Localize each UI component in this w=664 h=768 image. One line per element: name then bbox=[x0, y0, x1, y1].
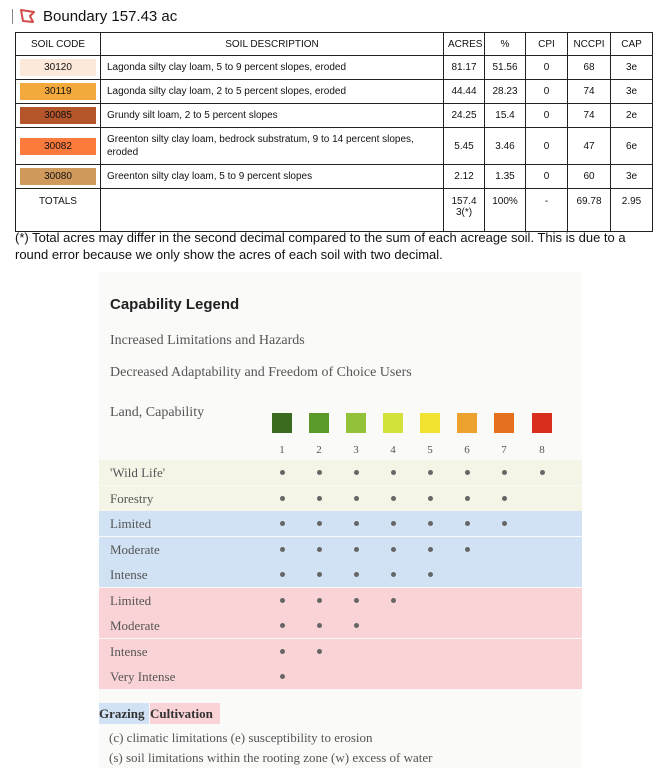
nccpi-cell: 60 bbox=[568, 165, 611, 189]
capability-dot bbox=[280, 572, 285, 577]
capability-dot bbox=[280, 598, 285, 603]
legend-adaptability-line: Decreased Adaptability and Freedom of Choice Users bbox=[110, 365, 412, 380]
column-header: % bbox=[485, 33, 526, 56]
totals-acres-line1: 157.4 bbox=[451, 196, 477, 207]
capability-dot bbox=[354, 598, 359, 603]
capability-class-swatch bbox=[420, 413, 440, 433]
capability-row bbox=[99, 460, 582, 485]
column-header: SOIL DESCRIPTION bbox=[101, 33, 444, 56]
column-header: CAP bbox=[611, 33, 653, 56]
soil-code-cell bbox=[16, 56, 101, 80]
soil-code: 30082 bbox=[20, 138, 96, 155]
capability-dot bbox=[317, 598, 322, 603]
capability-row-label: Limited bbox=[110, 592, 152, 608]
cpi-cell: 0 bbox=[526, 56, 568, 80]
capability-row-label: 'Wild Life' bbox=[110, 465, 166, 480]
capability-dot bbox=[280, 649, 285, 654]
cap-cell: 3e bbox=[611, 56, 653, 80]
totals-row bbox=[16, 189, 653, 232]
capability-dot bbox=[428, 470, 433, 475]
capability-dot bbox=[391, 496, 396, 501]
acres-cell: 2.12 bbox=[444, 165, 485, 189]
nccpi-cell: 74 bbox=[568, 80, 611, 104]
capability-dot bbox=[428, 547, 433, 552]
capability-dot bbox=[354, 496, 359, 501]
capability-class-swatch bbox=[457, 413, 477, 433]
capability-row bbox=[99, 664, 582, 689]
capability-class-number: 6 bbox=[464, 444, 470, 456]
acres-cell: 24.25 bbox=[444, 104, 485, 128]
capability-row-label: Intense bbox=[110, 643, 148, 659]
table-row bbox=[16, 56, 653, 80]
capability-dot bbox=[280, 470, 285, 475]
cpi-cell: 0 bbox=[526, 128, 568, 165]
capability-dot bbox=[317, 623, 322, 628]
legend-hazards-line: Increased Limitations and Hazards bbox=[110, 333, 305, 348]
capability-dot bbox=[354, 470, 359, 475]
soil-code: 30085 bbox=[20, 107, 96, 124]
cap-cell: 3e bbox=[611, 80, 653, 104]
nccpi-cell: 74 bbox=[568, 104, 611, 128]
capability-row bbox=[99, 537, 582, 562]
capability-row bbox=[99, 511, 582, 536]
soil-code-cell bbox=[16, 128, 101, 165]
totals-percent: 100% bbox=[485, 189, 526, 232]
table-row bbox=[16, 80, 653, 104]
capability-dot bbox=[428, 572, 433, 577]
capability-class-swatch bbox=[532, 413, 552, 433]
capability-dot bbox=[502, 496, 507, 501]
capability-dot bbox=[280, 496, 285, 501]
capability-dot bbox=[280, 674, 285, 679]
capability-class-number: 8 bbox=[539, 444, 545, 456]
percent-cell: 15.4 bbox=[485, 104, 526, 128]
capability-dot bbox=[354, 572, 359, 577]
soil-description: Lagonda silty clay loam, 2 to 5 percent slopes, eroded bbox=[101, 80, 444, 104]
soil-code: 30119 bbox=[20, 83, 96, 100]
capability-dot bbox=[391, 598, 396, 603]
capability-dot bbox=[465, 547, 470, 552]
capability-row bbox=[99, 639, 582, 664]
percent-cell: 1.35 bbox=[485, 165, 526, 189]
capability-dot bbox=[317, 649, 322, 654]
percent-cell: 51.56 bbox=[485, 56, 526, 80]
capability-dot bbox=[465, 521, 470, 526]
totals-empty-cell bbox=[101, 189, 444, 232]
rounding-note: (*) Total acres may differ in the second decimal compared to the sum of each acreage soil. This is due to a round error because we only show the acres of each soil with two decimal. bbox=[15, 230, 626, 262]
capability-row bbox=[99, 562, 582, 587]
boundary-header bbox=[12, 6, 177, 26]
totals-acres bbox=[444, 189, 485, 232]
cultivation-label: Cultivation bbox=[150, 703, 220, 724]
capability-dot bbox=[354, 623, 359, 628]
capability-legend bbox=[99, 272, 582, 768]
capability-dot bbox=[502, 470, 507, 475]
capability-row-label: Limited bbox=[110, 516, 152, 531]
table-row bbox=[16, 165, 653, 189]
cap-cell: 3e bbox=[611, 165, 653, 189]
acres-cell: 81.17 bbox=[444, 56, 485, 80]
totals-acres-line2: 3(*) bbox=[455, 207, 473, 218]
capability-dot bbox=[391, 547, 396, 552]
capability-class-swatch bbox=[272, 413, 292, 433]
percent-cell: 28.23 bbox=[485, 80, 526, 104]
capability-dot bbox=[465, 496, 470, 501]
table-header-row bbox=[16, 33, 653, 56]
acres-cell: 5.45 bbox=[444, 128, 485, 165]
cap-cell: 6e bbox=[611, 128, 653, 165]
capability-row-label: Moderate bbox=[110, 541, 160, 557]
grazing-label: Grazing bbox=[99, 703, 149, 724]
column-header: CPI bbox=[526, 33, 568, 56]
soil-description: Greenton silty clay loam, 5 to 9 percent slopes bbox=[101, 165, 444, 189]
boundary-title: Boundary 157.43 ac bbox=[43, 7, 178, 25]
soil-code-cell bbox=[16, 165, 101, 189]
table-row bbox=[16, 104, 653, 128]
soil-description: Greenton silty clay loam, bedrock substratum, 9 to 14 percent slopes, eroded bbox=[101, 128, 444, 165]
capability-dot bbox=[280, 521, 285, 526]
capability-row-label: Very Intense bbox=[110, 669, 176, 684]
cpi-cell: 0 bbox=[526, 80, 568, 104]
cpi-cell: 0 bbox=[526, 104, 568, 128]
capability-dot bbox=[280, 547, 285, 552]
capability-dot bbox=[391, 521, 396, 526]
capability-dot bbox=[428, 521, 433, 526]
capability-row bbox=[99, 588, 582, 613]
capability-class-number: 1 bbox=[279, 444, 285, 456]
nccpi-cell: 68 bbox=[568, 56, 611, 80]
legend-land-capability-label: Land, Capability bbox=[110, 405, 205, 420]
legend-title: Capability Legend bbox=[110, 296, 240, 313]
capability-class-number: 4 bbox=[390, 444, 396, 456]
column-header: ACRES bbox=[444, 33, 485, 56]
nccpi-cell: 47 bbox=[568, 128, 611, 165]
capability-dot bbox=[317, 496, 322, 501]
cap-cell: 2e bbox=[611, 104, 653, 128]
totals-cpi: - bbox=[526, 189, 568, 232]
polygon-outline-icon bbox=[19, 8, 37, 24]
soil-description: Lagonda silty clay loam, 5 to 9 percent slopes, eroded bbox=[101, 56, 444, 80]
capability-dot bbox=[317, 572, 322, 577]
table-row bbox=[16, 128, 653, 165]
capability-dot bbox=[540, 470, 545, 475]
capability-class-swatch bbox=[309, 413, 329, 433]
capability-class-number: 3 bbox=[353, 444, 359, 456]
percent-cell: 3.46 bbox=[485, 128, 526, 165]
capability-dot bbox=[391, 572, 396, 577]
capability-dot bbox=[465, 470, 470, 475]
capability-row-label: Intense bbox=[110, 567, 148, 582]
capability-class-number: 2 bbox=[316, 444, 322, 456]
capability-dot bbox=[391, 470, 396, 475]
capability-row bbox=[99, 613, 582, 638]
column-header: SOIL CODE bbox=[16, 33, 101, 56]
capability-dot bbox=[317, 470, 322, 475]
capability-dot bbox=[317, 547, 322, 552]
totals-cap: 2.95 bbox=[611, 189, 653, 232]
capability-dot bbox=[354, 547, 359, 552]
capability-class-swatch bbox=[383, 413, 403, 433]
column-header: NCCPI bbox=[568, 33, 611, 56]
capability-dot bbox=[317, 521, 322, 526]
capability-class-swatch bbox=[346, 413, 366, 433]
soil-description: Grundy silt loam, 2 to 5 percent slopes bbox=[101, 104, 444, 128]
capability-class-swatch bbox=[494, 413, 514, 433]
acres-cell: 44.44 bbox=[444, 80, 485, 104]
totals-nccpi: 69.78 bbox=[568, 189, 611, 232]
soil-code: 30080 bbox=[20, 168, 96, 185]
capability-class-number: 5 bbox=[427, 444, 433, 456]
capability-class-number: 7 bbox=[501, 444, 507, 456]
capability-dot bbox=[428, 496, 433, 501]
soil-code-cell bbox=[16, 80, 101, 104]
capability-row bbox=[99, 486, 582, 511]
capability-dot bbox=[354, 521, 359, 526]
capability-row-label: Moderate bbox=[110, 618, 160, 633]
cpi-cell: 0 bbox=[526, 165, 568, 189]
capability-row-label: Forestry bbox=[110, 490, 154, 506]
totals-label: TOTALS bbox=[16, 189, 101, 232]
header-divider bbox=[12, 9, 13, 24]
soil-code-cell bbox=[16, 104, 101, 128]
capability-dot bbox=[502, 521, 507, 526]
soil-code: 30120 bbox=[20, 59, 96, 76]
limitations-line-2: (s) soil limitations within the rooting zone (w) excess of water bbox=[109, 750, 433, 765]
capability-dot bbox=[280, 623, 285, 628]
limitations-line-1: (c) climatic limitations (e) susceptibility to erosion bbox=[109, 730, 373, 745]
soil-table bbox=[15, 32, 653, 232]
